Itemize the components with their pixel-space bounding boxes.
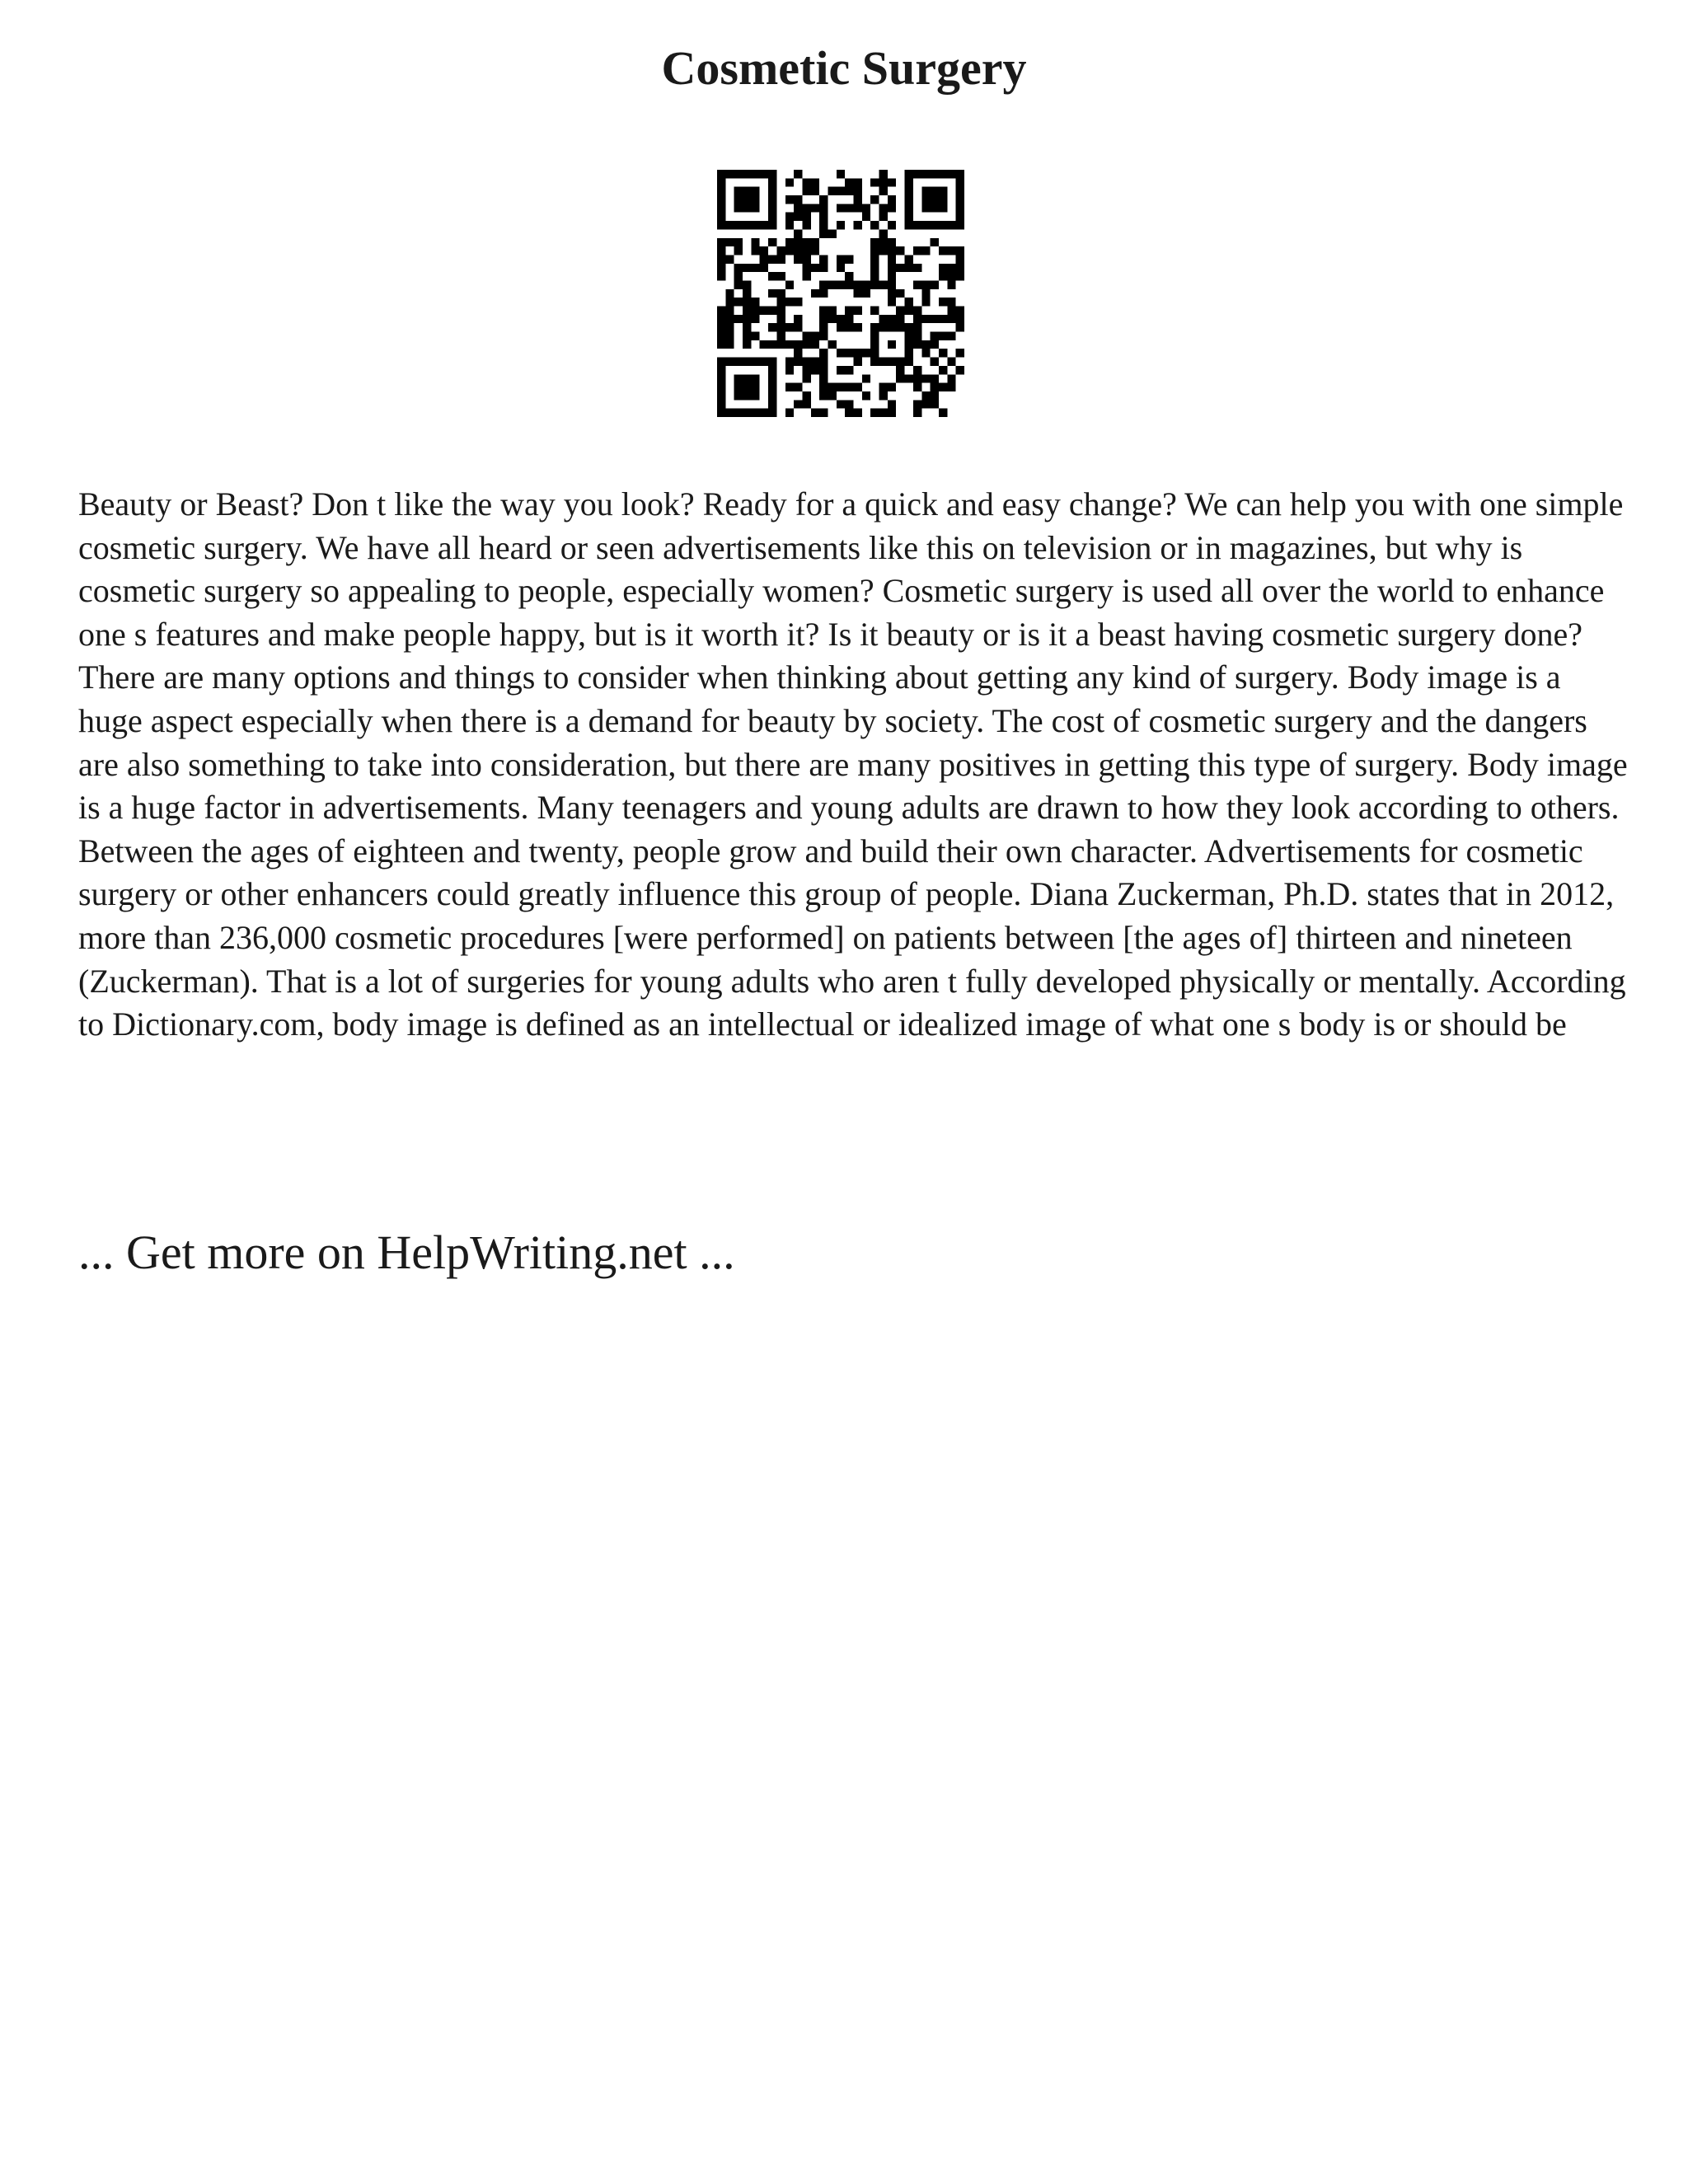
qr-code-icon[interactable]: [717, 170, 964, 417]
body-paragraph: Beauty or Beast? Don t like the way you look? Ready for a quick and easy change? We can help you with one simple cosmetic surgery. We have all heard or seen advertisements like this on television or in magazines, but why is cosmetic surgery so appealing to people, especially women? Cosmetic surgery is used all over the world to enhance one s features and make people happy, but is it worth it? Is it beauty or is it a beast having cosmetic surgery done? There are many options and things to consider when thinking about getting any kind of surgery. Body image is a huge aspect especially when there is a demand for beauty by society. The cost of cosmetic surgery and the dangers are also something to take into consideration, but there are many positives in getting this type of surgery. Body image is a huge factor in advertisements. Many teenagers and young adults are drawn to how they look according to others. Between the ages of eighteen and twenty, people grow and build their own character. Advertisements for cosmetic surgery or other enhancers could greatly influence this group of people. Diana Zuckerman, Ph.D. states that in 2012, more than 236,000 cosmetic procedures [were performed] on patients between [the ages of] thirteen and nineteen (Zuckerman). That is a lot of surgeries for young adults who aren t fully developed physically or mentally. According to Dictionary.com, body image is defined as an intellectual or idealized image of what one s body is or should be: [78, 485, 1628, 1043]
qr-code-graphic: [717, 170, 964, 417]
page-title: Cosmetic Surgery: [661, 41, 1027, 95]
get-more-link[interactable]: ... Get more on HelpWriting.net ...: [78, 1226, 735, 1279]
